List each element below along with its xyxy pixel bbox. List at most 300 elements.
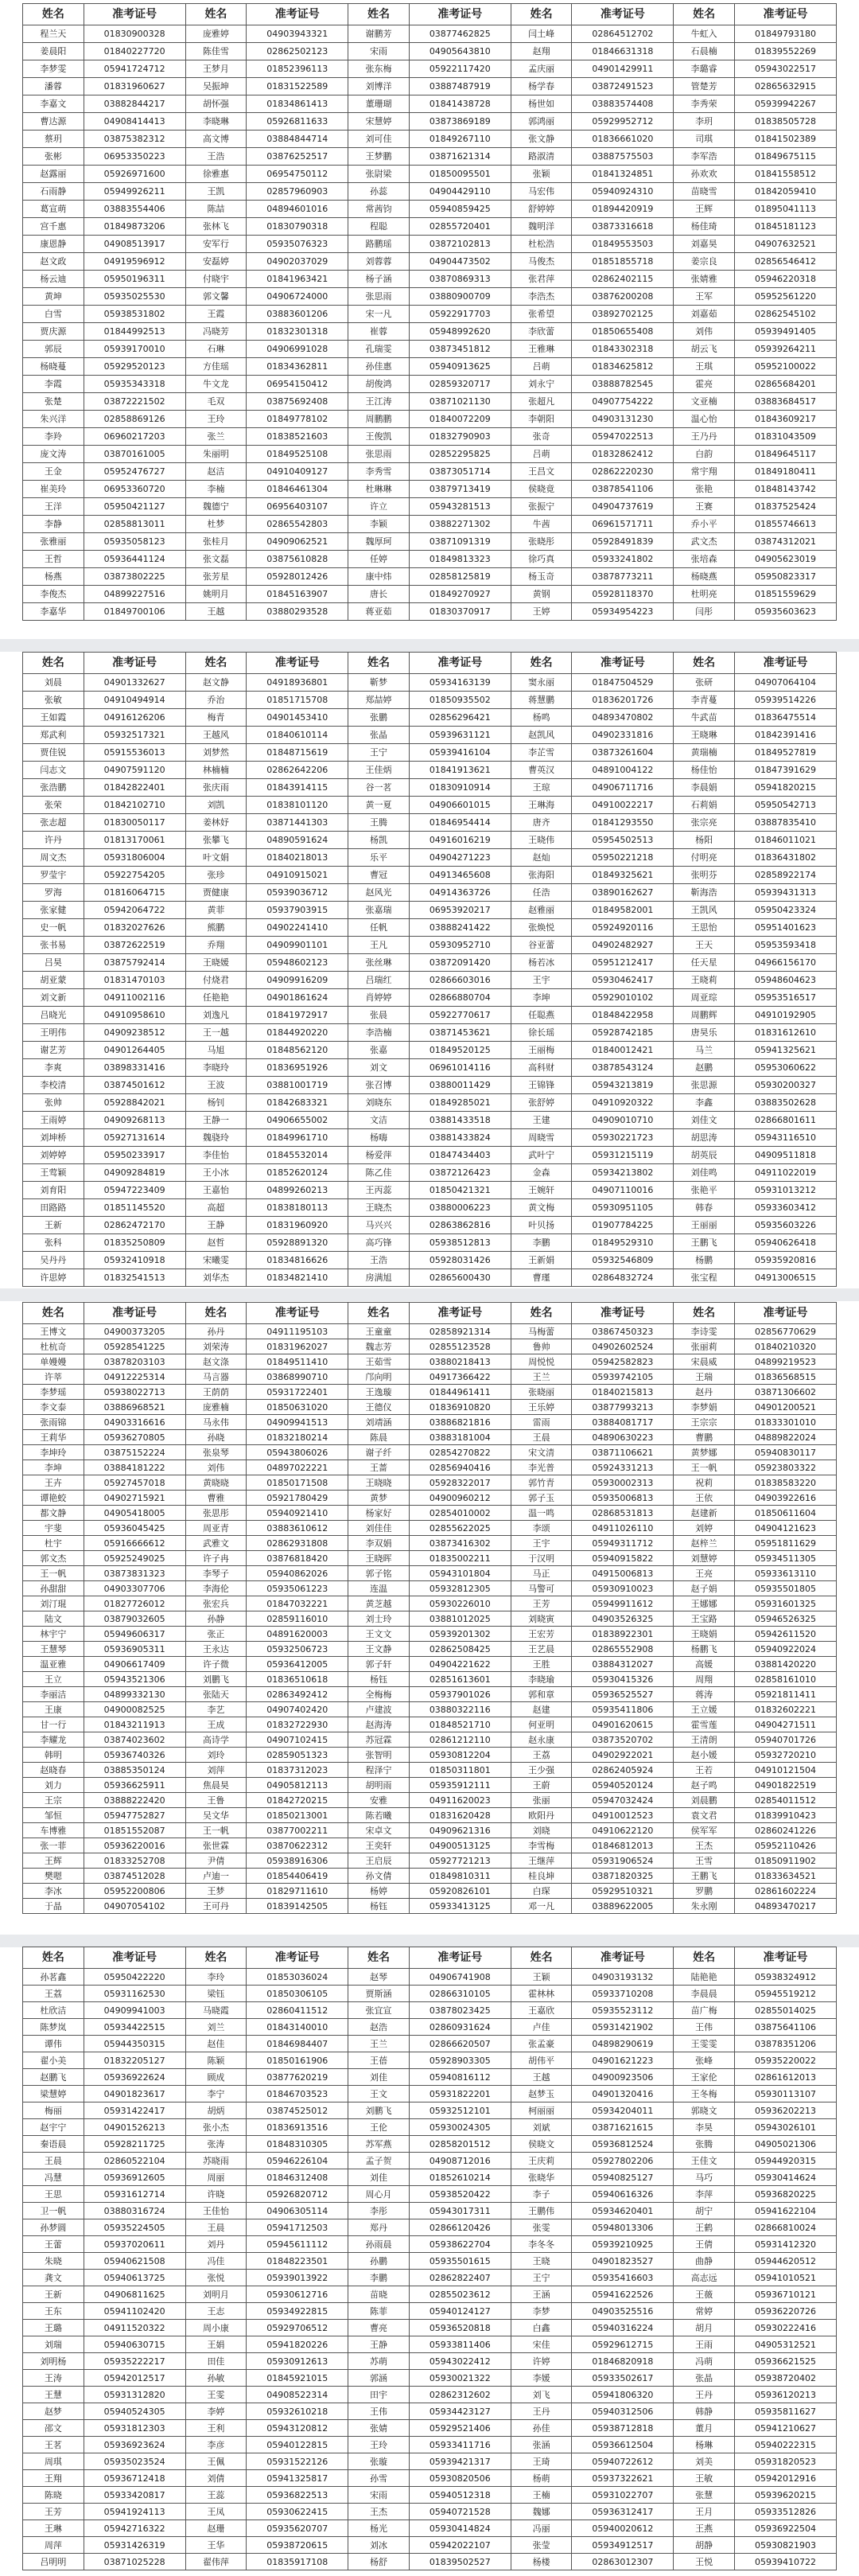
candidate-name: 谷亚蕾 bbox=[511, 937, 572, 954]
candidate-name: 许子冉 bbox=[185, 1551, 247, 1566]
exam-ticket-number: 05936812524 bbox=[572, 2136, 674, 2153]
table-row bbox=[23, 1354, 837, 1370]
exam-ticket-number: 01848521710 bbox=[409, 1717, 511, 1732]
exam-ticket-number: 04913465608 bbox=[409, 867, 511, 884]
exam-ticket-number: 04909621316 bbox=[409, 1823, 511, 1838]
name-column-header: 姓名 bbox=[23, 1947, 84, 1969]
candidate-name: 刘晨 bbox=[23, 674, 84, 692]
exam-ticket-number: 05931822201 bbox=[409, 2086, 511, 2102]
exam-ticket-number: 05939742105 bbox=[572, 1370, 674, 1385]
candidate-name: 孙文倩 bbox=[348, 1869, 410, 1884]
exam-ticket-number: 05923803322 bbox=[735, 1460, 837, 1475]
candidate-name: 梁钰 bbox=[185, 1986, 247, 2002]
candidate-name: 姚明月 bbox=[185, 586, 247, 603]
candidate-name: 王荫荫 bbox=[185, 1385, 247, 1400]
exam-ticket-number: 06953920217 bbox=[409, 902, 511, 919]
exam-ticket-number: 05940630715 bbox=[84, 2336, 185, 2353]
candidate-name: 王雨 bbox=[674, 2336, 735, 2353]
candidate-name: 王若 bbox=[674, 1763, 735, 1778]
candidate-name: 文亚楠 bbox=[674, 393, 735, 411]
candidate-name: 王颖 bbox=[511, 1969, 572, 1986]
exam-ticket-number: 01829711610 bbox=[247, 1884, 348, 1899]
exam-ticket-number: 01843609217 bbox=[735, 411, 837, 428]
table-row bbox=[23, 1838, 837, 1853]
exam-ticket-number: 02866120426 bbox=[409, 2219, 511, 2236]
table-row bbox=[23, 2487, 837, 2504]
exam-ticket-number: 01846461304 bbox=[247, 481, 348, 498]
exam-ticket-number: 05942022107 bbox=[409, 2537, 511, 2554]
exam-ticket-number: 01835917108 bbox=[247, 2554, 348, 2570]
exam-ticket-number: 04905418005 bbox=[84, 1506, 185, 1521]
exam-ticket-number: 05930820506 bbox=[409, 2470, 511, 2487]
table-row bbox=[23, 2203, 837, 2219]
candidate-name: 胡亚蒙 bbox=[23, 972, 84, 989]
candidate-name: 秦语晨 bbox=[23, 2136, 84, 2153]
exam-ticket-number: 05929706512 bbox=[247, 2320, 348, 2336]
candidate-name: 司琪 bbox=[674, 131, 735, 148]
candidate-name: 姜林妤 bbox=[185, 814, 247, 832]
candidate-name: 王昌文 bbox=[511, 463, 572, 481]
exam-ticket-number: 04890591624 bbox=[247, 832, 348, 849]
exam-ticket-number: 05931906524 bbox=[572, 1853, 674, 1869]
table-row bbox=[23, 1823, 837, 1838]
exam-ticket-number: 05930021322 bbox=[409, 2370, 511, 2387]
exam-ticket-number: 03881433824 bbox=[409, 1129, 511, 1147]
candidate-name: 魏娜 bbox=[511, 2504, 572, 2520]
exam-ticket-number: 05922754205 bbox=[84, 867, 185, 884]
exam-ticket-number: 04909901101 bbox=[247, 937, 348, 954]
exam-ticket-number: 03870869313 bbox=[409, 271, 511, 288]
exam-ticket-number: 01839502527 bbox=[409, 2554, 511, 2570]
exam-ticket-number: 01841293550 bbox=[572, 814, 674, 832]
candidate-name: 王翔 bbox=[23, 2470, 84, 2487]
candidate-name: 周翔 bbox=[674, 1672, 735, 1687]
candidate-name: 张浩鹏 bbox=[23, 779, 84, 797]
candidate-name: 李玲 bbox=[185, 1969, 247, 1986]
table-row bbox=[23, 2420, 837, 2437]
candidate-name: 张一菲 bbox=[23, 1838, 84, 1853]
table-row bbox=[23, 1748, 837, 1763]
candidate-name: 赵洁 bbox=[185, 463, 247, 481]
exam-ticket-number: 02855014025 bbox=[735, 2002, 837, 2019]
candidate-name: 刘逸凡 bbox=[185, 1007, 247, 1024]
candidate-name: 马梅蕾 bbox=[511, 1324, 572, 1339]
candidate-name: 冯慧 bbox=[23, 2169, 84, 2186]
exam-ticket-number: 02865542803 bbox=[247, 516, 348, 533]
candidate-name: 刘婷婷 bbox=[23, 1147, 84, 1164]
candidate-name: 张楚 bbox=[23, 393, 84, 411]
exam-ticket-number: 05943213819 bbox=[572, 1077, 674, 1094]
candidate-name: 张婧雅 bbox=[674, 271, 735, 288]
exam-ticket-number: 05931215119 bbox=[572, 1147, 674, 1164]
exam-ticket-number: 02858921314 bbox=[409, 1324, 511, 1339]
exam-ticket-number: 05943116510 bbox=[735, 1129, 837, 1147]
exam-ticket-number: 03871021130 bbox=[409, 393, 511, 411]
table-row bbox=[23, 1164, 837, 1182]
exam-ticket-number: 01849511410 bbox=[247, 1354, 348, 1370]
exam-ticket-number: 02863012307 bbox=[572, 2554, 674, 2570]
exam-ticket-number: 04901264405 bbox=[84, 1042, 185, 1059]
table-row bbox=[23, 1581, 837, 1596]
exam-ticket-number: 04907591120 bbox=[84, 762, 185, 779]
exam-ticket-number: 05943521306 bbox=[84, 1672, 185, 1687]
candidate-name: 郭子轩 bbox=[348, 1657, 410, 1672]
exam-ticket-number: 05937020611 bbox=[84, 2236, 185, 2253]
candidate-name: 王芳 bbox=[23, 2504, 84, 2520]
exam-ticket-number: 05935006813 bbox=[572, 1491, 674, 1506]
candidate-name: 李琴子 bbox=[185, 1566, 247, 1581]
candidate-name: 张嘉 bbox=[348, 1042, 410, 1059]
exam-ticket-number: 01832027626 bbox=[84, 919, 185, 937]
candidate-name: 刘倩 bbox=[185, 2470, 247, 2487]
exam-ticket-number: 01836661020 bbox=[572, 131, 674, 148]
exam-ticket-number: 05932812305 bbox=[409, 1581, 511, 1596]
candidate-name: 郭子玉 bbox=[511, 1491, 572, 1506]
exam-ticket-number: 04910022217 bbox=[572, 797, 674, 814]
candidate-name: 李婷 bbox=[185, 2403, 247, 2420]
exam-ticket-number: 02858125819 bbox=[409, 568, 511, 586]
candidate-name: 谢子纤 bbox=[348, 1445, 410, 1460]
exam-ticket-number: 03898331416 bbox=[84, 1059, 185, 1077]
candidate-name: 蒋亚茹 bbox=[348, 603, 410, 621]
candidate-name: 周萍 bbox=[23, 2537, 84, 2554]
candidate-name: 刘兰 bbox=[185, 2019, 247, 2036]
candidate-name: 路鹏瑶 bbox=[348, 236, 410, 253]
candidate-name: 周琪 bbox=[23, 2453, 84, 2470]
exam-ticket-number: 01848143742 bbox=[735, 481, 837, 498]
exam-ticket-number: 03875692408 bbox=[247, 393, 348, 411]
candidate-name: 王俊凯 bbox=[348, 428, 410, 446]
exam-ticket-number: 03875382312 bbox=[84, 131, 185, 148]
candidate-name: 王宁 bbox=[348, 744, 410, 762]
candidate-name: 高超 bbox=[185, 1199, 247, 1217]
exam-ticket-number: 05927802206 bbox=[572, 2153, 674, 2169]
exam-ticket-number: 04911195103 bbox=[247, 1324, 348, 1339]
exam-ticket-number: 05925249025 bbox=[84, 1551, 185, 1566]
candidate-name: 焦晨昊 bbox=[185, 1778, 247, 1793]
exam-ticket-number: 05935523112 bbox=[572, 2002, 674, 2019]
candidate-name: 王康 bbox=[23, 1702, 84, 1717]
candidate-name: 王思怡 bbox=[674, 919, 735, 937]
table-row bbox=[23, 2520, 837, 2537]
exam-ticket-number: 01854406419 bbox=[247, 1869, 348, 1884]
candidate-name: 王晓晓 bbox=[348, 1475, 410, 1491]
candidate-name: 魏骁玲 bbox=[185, 1129, 247, 1147]
candidate-name: 吕明明 bbox=[23, 2554, 84, 2570]
exam-ticket-number: 05945611112 bbox=[247, 2236, 348, 2253]
candidate-name: 杨燕 bbox=[23, 568, 84, 586]
candidate-name: 李军浩 bbox=[674, 148, 735, 166]
table-row bbox=[23, 797, 837, 814]
name-column-header: 姓名 bbox=[674, 653, 735, 674]
candidate-name: 赵小媛 bbox=[674, 1748, 735, 1763]
candidate-name: 张雅丽 bbox=[23, 533, 84, 551]
exam-ticket-number: 04898290619 bbox=[572, 2036, 674, 2052]
candidate-name: 庞雅楠 bbox=[185, 1400, 247, 1415]
exam-ticket-number: 01846631318 bbox=[572, 43, 674, 60]
exam-ticket-number: 03876200208 bbox=[572, 288, 674, 306]
table-row bbox=[23, 2470, 837, 2487]
exam-ticket-number: 06954750112 bbox=[247, 166, 348, 183]
table-row bbox=[23, 1611, 837, 1627]
candidate-name: 王赛 bbox=[674, 498, 735, 516]
name-column-header: 姓名 bbox=[348, 1303, 410, 1324]
exam-ticket-number: 05934204011 bbox=[572, 2102, 674, 2119]
candidate-name: 朱永刚 bbox=[674, 1899, 735, 1914]
exam-ticket-number: 01830790318 bbox=[247, 218, 348, 236]
candidate-name: 高志远 bbox=[674, 2270, 735, 2286]
candidate-name: 李秀荣 bbox=[674, 95, 735, 113]
exam-ticket-number: 04910192905 bbox=[735, 1007, 837, 1024]
exam-ticket-number: 02862822407 bbox=[409, 2270, 511, 2286]
exam-ticket-number: 05936912605 bbox=[84, 2169, 185, 2186]
name-column-header: 姓名 bbox=[511, 653, 572, 674]
candidate-name: 王越风 bbox=[185, 727, 247, 744]
exam-ticket-number: 01831612610 bbox=[735, 1024, 837, 1042]
candidate-name: 赵梦玉 bbox=[511, 2086, 572, 2102]
candidate-name: 刘晓东 bbox=[348, 1094, 410, 1112]
exam-ticket-number: 01849778102 bbox=[247, 411, 348, 428]
candidate-name: 胡怀强 bbox=[185, 95, 247, 113]
table-row bbox=[23, 1672, 837, 1687]
exam-ticket-number: 04911520322 bbox=[84, 2320, 185, 2336]
id-column-header: 准考证号 bbox=[735, 653, 837, 674]
exam-ticket-number: 04905623019 bbox=[735, 551, 837, 568]
candidate-name: 刘嘉茹 bbox=[674, 306, 735, 323]
exam-ticket-number: 04910920322 bbox=[572, 1094, 674, 1112]
candidate-name: 任天星 bbox=[674, 954, 735, 972]
exam-ticket-number: 05931522126 bbox=[247, 2453, 348, 2470]
candidate-name: 梅青 bbox=[185, 709, 247, 727]
candidate-name: 白韵 bbox=[674, 446, 735, 463]
candidate-name: 宋曦雯 bbox=[185, 1252, 247, 1269]
candidate-name: 胡思涛 bbox=[674, 1129, 735, 1147]
table-row bbox=[23, 1884, 837, 1899]
exam-ticket-number: 05931722401 bbox=[247, 1385, 348, 1400]
candidate-name: 张雨锦 bbox=[23, 1415, 84, 1430]
candidate-name: 白雪 bbox=[23, 306, 84, 323]
exam-ticket-number: 05940524305 bbox=[84, 2403, 185, 2420]
candidate-name: 王可丹 bbox=[185, 1899, 247, 1914]
exam-ticket-number: 04901429911 bbox=[572, 60, 674, 78]
candidate-name: 王宗 bbox=[23, 1793, 84, 1808]
exam-ticket-number: 03875152224 bbox=[84, 1445, 185, 1460]
candidate-name: 张艳 bbox=[674, 481, 735, 498]
candidate-name: 白琛 bbox=[511, 1884, 572, 1899]
name-column-header: 姓名 bbox=[185, 4, 247, 25]
candidate-name: 龚文 bbox=[23, 2270, 84, 2286]
candidate-name: 张思雨 bbox=[348, 446, 410, 463]
table-row bbox=[23, 2303, 837, 2320]
exam-ticket-number: 03882844217 bbox=[84, 95, 185, 113]
candidate-name: 黄坤 bbox=[23, 288, 84, 306]
table-row bbox=[23, 1869, 837, 1884]
table-row bbox=[23, 271, 837, 288]
id-column-header: 准考证号 bbox=[247, 1947, 348, 1969]
exam-ticket-number: 04916016219 bbox=[409, 832, 511, 849]
candidate-name: 王蔚 bbox=[511, 1778, 572, 1793]
candidate-name: 赵子娟 bbox=[674, 1581, 735, 1596]
candidate-name: 王雨婷 bbox=[23, 1112, 84, 1129]
exam-ticket-number: 04909941513 bbox=[247, 1415, 348, 1430]
id-column-header: 准考证号 bbox=[247, 1303, 348, 1324]
candidate-name: 李彦 bbox=[185, 2437, 247, 2453]
exam-ticket-number: 03873316618 bbox=[572, 218, 674, 236]
exam-ticket-number: 02858922174 bbox=[735, 867, 837, 884]
exam-ticket-number: 05940862026 bbox=[247, 1566, 348, 1581]
exam-ticket-number: 01849553503 bbox=[572, 236, 674, 253]
exam-ticket-number: 04909941003 bbox=[84, 2002, 185, 2019]
table-row bbox=[23, 1536, 837, 1551]
exam-ticket-number: 01831962027 bbox=[247, 1339, 348, 1354]
exam-ticket-number: 05940921410 bbox=[247, 1506, 348, 1521]
exam-ticket-number: 05928322017 bbox=[409, 1475, 511, 1491]
exam-ticket-number: 03876818420 bbox=[247, 1551, 348, 1566]
candidate-name: 张宏兵 bbox=[185, 1596, 247, 1611]
exam-ticket-number: 01846011021 bbox=[735, 832, 837, 849]
candidate-name: 王楠 bbox=[511, 2487, 572, 2504]
candidate-name: 王嘉怡 bbox=[185, 1182, 247, 1199]
exam-ticket-number: 05938324912 bbox=[735, 1969, 837, 1986]
exam-ticket-number: 05939201302 bbox=[409, 1627, 511, 1642]
candidate-name: 王兰 bbox=[348, 2036, 410, 2052]
table-row bbox=[23, 744, 837, 762]
exam-ticket-number: 05933613110 bbox=[735, 1566, 837, 1581]
candidate-name: 王佳炳 bbox=[348, 762, 410, 779]
exam-ticket-number: 03877993213 bbox=[572, 1400, 674, 1415]
candidate-name: 尹倩 bbox=[185, 1853, 247, 1869]
candidate-name: 刘鹏飞 bbox=[348, 2102, 410, 2119]
candidate-name: 黄一夏 bbox=[348, 797, 410, 814]
exam-ticket-number: 03879032605 bbox=[84, 1611, 185, 1627]
candidate-name: 马警可 bbox=[511, 1581, 572, 1596]
table-row bbox=[23, 603, 837, 621]
candidate-name: 胡云飞 bbox=[674, 341, 735, 358]
candidate-name: 胡英辰 bbox=[674, 1147, 735, 1164]
exam-ticket-number: 05935061223 bbox=[247, 1581, 348, 1596]
candidate-name: 王雯雯 bbox=[674, 2036, 735, 2052]
candidate-name: 杨云迪 bbox=[23, 271, 84, 288]
exam-ticket-number: 03873869189 bbox=[409, 113, 511, 131]
exam-ticket-number: 01831470103 bbox=[84, 972, 185, 989]
exam-ticket-number: 01850095501 bbox=[409, 166, 511, 183]
table-row bbox=[23, 218, 837, 236]
candidate-name: 王倩 bbox=[674, 2236, 735, 2253]
candidate-name: 蔡玥 bbox=[23, 131, 84, 148]
exam-ticket-number: 05940613725 bbox=[84, 2270, 185, 2286]
candidate-name: 郭辰 bbox=[23, 341, 84, 358]
exam-ticket-number: 02860411512 bbox=[247, 2002, 348, 2019]
exam-ticket-number: 05935058123 bbox=[84, 533, 185, 551]
candidate-name: 翟伟萍 bbox=[185, 2554, 247, 2570]
candidate-name: 张嘉瑞 bbox=[348, 902, 410, 919]
exam-ticket-number: 03881433518 bbox=[409, 1112, 511, 1129]
exam-ticket-number: 05938512813 bbox=[409, 1234, 511, 1252]
candidate-name: 徐雅惠 bbox=[185, 166, 247, 183]
exam-ticket-number: 05950542713 bbox=[735, 797, 837, 814]
candidate-name: 张攀飞 bbox=[185, 832, 247, 849]
candidate-name: 邹恒 bbox=[23, 1808, 84, 1823]
exam-ticket-number: 01849520125 bbox=[409, 1042, 511, 1059]
exam-ticket-number: 05949311712 bbox=[572, 1536, 674, 1551]
candidate-name: 李静 bbox=[23, 516, 84, 533]
candidate-name: 王茗 bbox=[23, 2437, 84, 2453]
candidate-name: 赵文涤 bbox=[185, 1354, 247, 1370]
exam-ticket-number: 01837312023 bbox=[247, 1763, 348, 1778]
exam-ticket-number: 03887487919 bbox=[409, 78, 511, 95]
exam-ticket-number: 05937901026 bbox=[409, 1687, 511, 1702]
candidate-name: 杨萌 bbox=[511, 2470, 572, 2487]
table-row bbox=[23, 692, 837, 709]
exam-ticket-number: 01852396113 bbox=[247, 60, 348, 78]
exam-ticket-number: 04894601016 bbox=[247, 201, 348, 218]
candidate-name: 王燕 bbox=[674, 2520, 735, 2537]
exam-ticket-number: 05930221723 bbox=[572, 1129, 674, 1147]
exam-ticket-number: 05933512826 bbox=[735, 2504, 837, 2520]
exam-ticket-number: 04908522314 bbox=[247, 2387, 348, 2403]
table-row bbox=[23, 428, 837, 446]
candidate-name: 黄文梅 bbox=[511, 1199, 572, 1217]
exam-ticket-number: 03877462825 bbox=[409, 25, 511, 43]
exam-ticket-number: 05930414824 bbox=[409, 2520, 511, 2537]
header-row bbox=[23, 4, 837, 25]
exam-ticket-number: 02865600430 bbox=[409, 1269, 511, 1287]
candidate-name: 刘玲 bbox=[185, 1748, 247, 1763]
exam-ticket-number: 01841558512 bbox=[735, 166, 837, 183]
exam-ticket-number: 05933811406 bbox=[409, 2336, 511, 2353]
exam-ticket-number: 03892702125 bbox=[572, 306, 674, 323]
exam-ticket-number: 05935912111 bbox=[409, 1778, 511, 1793]
candidate-name: 刘美 bbox=[674, 2453, 735, 2470]
candidate-name: 胡月 bbox=[674, 2320, 735, 2336]
exam-ticket-number: 04893470802 bbox=[572, 709, 674, 727]
exam-ticket-number: 05940020612 bbox=[572, 2520, 674, 2537]
table-row bbox=[23, 1252, 837, 1269]
exam-ticket-number: 01845163907 bbox=[247, 586, 348, 603]
exam-ticket-number: 05950196311 bbox=[84, 271, 185, 288]
exam-ticket-number: 03879713419 bbox=[409, 481, 511, 498]
exam-ticket-number: 01848422958 bbox=[572, 1007, 674, 1024]
candidate-name: 张超凡 bbox=[511, 393, 572, 411]
table-row bbox=[23, 551, 837, 568]
exam-ticket-number: 05940722612 bbox=[572, 2453, 674, 2470]
candidate-name: 李佳怡 bbox=[185, 1147, 247, 1164]
candidate-name: 黄芝越 bbox=[348, 1596, 410, 1611]
exam-ticket-number: 05930226010 bbox=[409, 1596, 511, 1611]
candidate-name: 刘飞 bbox=[511, 2387, 572, 2403]
candidate-name: 王婉轩 bbox=[511, 1182, 572, 1199]
candidate-name: 王晓晖 bbox=[348, 1551, 410, 1566]
candidate-name: 宋雨 bbox=[348, 2487, 410, 2504]
exam-ticket-number: 05933502617 bbox=[572, 2370, 674, 2387]
candidate-name: 杨鸣 bbox=[511, 709, 572, 727]
table-row bbox=[23, 1059, 837, 1077]
candidate-name: 李晓琳 bbox=[185, 113, 247, 131]
candidate-name: 王小冰 bbox=[185, 1164, 247, 1182]
exam-ticket-number: 03878541106 bbox=[572, 481, 674, 498]
exam-ticket-number: 04902331816 bbox=[572, 727, 674, 744]
exam-ticket-number: 05947022513 bbox=[572, 428, 674, 446]
candidate-name: 杨子涵 bbox=[348, 271, 410, 288]
exam-ticket-number: 05933413125 bbox=[409, 1899, 511, 1914]
exam-ticket-number: 05941712503 bbox=[247, 2219, 348, 2236]
exam-ticket-number: 05940721528 bbox=[409, 2504, 511, 2520]
exam-ticket-number: 01832301318 bbox=[247, 323, 348, 341]
exam-ticket-number: 04907402420 bbox=[247, 1702, 348, 1717]
table-row bbox=[23, 989, 837, 1007]
exam-ticket-number: 03874312021 bbox=[735, 533, 837, 551]
table-row bbox=[23, 341, 837, 358]
